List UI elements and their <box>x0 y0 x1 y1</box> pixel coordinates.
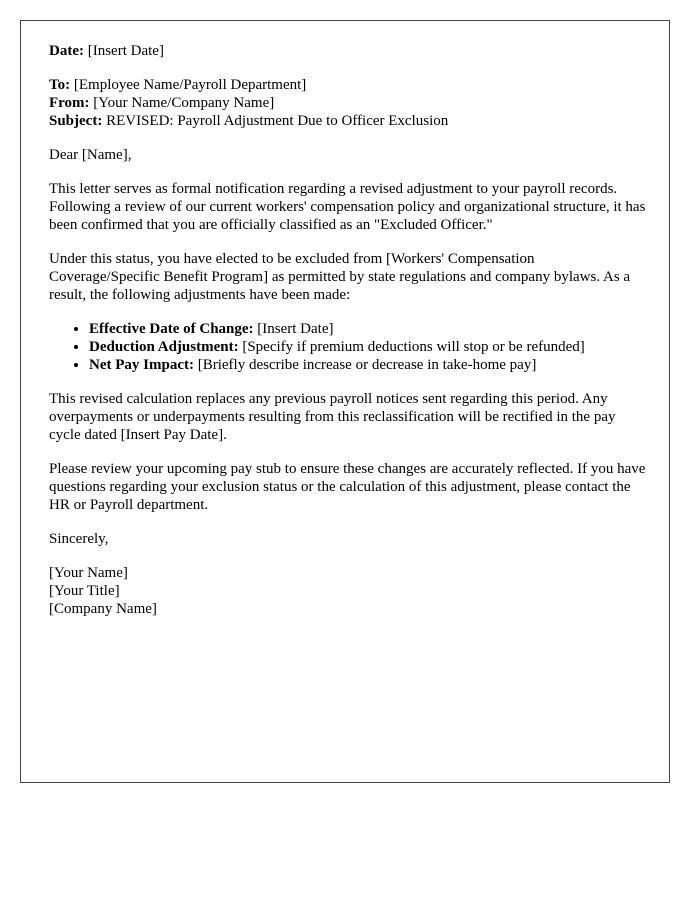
date-value: [Insert Date] <box>87 43 164 59</box>
list-item <box>89 338 649 356</box>
date-label: Date: <box>49 43 84 59</box>
list-item <box>89 320 649 338</box>
adjustment-label: Effective Date of Change: <box>89 321 254 337</box>
list-item <box>89 356 649 374</box>
signer-name: [Your Name] <box>49 565 128 581</box>
adjustment-value: [Briefly describe increase or decrease in take-home pay] <box>197 357 537 373</box>
paragraph-status: Under this status, you have elected to be excluded from [Workers' Compensation Coverage/Specific Benefit Program] as permitted by state regulations and company bylaws. As a result, the following adjustments have been made: <box>49 251 631 303</box>
subject-label: Subject: <box>49 113 103 129</box>
adjustment-value: [Specify if premium deductions will stop or be refunded] <box>242 339 585 355</box>
from-value: [Your Name/Company Name] <box>93 95 275 111</box>
to-label: To: <box>49 77 71 93</box>
letter-page <box>20 20 670 783</box>
signer-title: [Your Title] <box>49 583 120 599</box>
adjustments-list <box>49 320 649 374</box>
to-line <box>49 76 649 94</box>
sign-off: Sincerely, <box>49 531 109 547</box>
subject-line <box>49 112 649 130</box>
adjustment-label: Net Pay Impact: <box>89 357 194 373</box>
subject-value: REVISED: Payroll Adjustment Due to Officer Exclusion <box>106 113 449 129</box>
adjustment-label: Deduction Adjustment: <box>89 339 239 355</box>
from-label: From: <box>49 95 90 111</box>
salutation: Dear [Name], <box>49 147 132 163</box>
date-line <box>49 42 649 60</box>
signer-company: [Company Name] <box>49 601 157 617</box>
paragraph-review: Please review your upcoming pay stub to ensure these changes are accurately reflected. If you have questions regarding your exclusion status or the calculation of this adjustment, please contact the HR or Payroll department. <box>49 461 646 513</box>
adjustment-value: [Insert Date] <box>257 321 334 337</box>
from-line <box>49 94 649 112</box>
paragraph-notification: This letter serves as formal notification regarding a revised adjustment to your payroll records. Following a review of our current workers' compensation policy and organizational structure, it has been confirmed that you are officially classified as an "Excluded Officer." <box>49 181 646 233</box>
paragraph-replacement: This revised calculation replaces any previous payroll notices sent regarding this period. Any overpayments or underpayments resulting from this reclassification will be rectified in the pay cycle dated [Insert Pay Date]. <box>49 391 616 443</box>
to-value: [Employee Name/Payroll Department] <box>73 77 307 93</box>
